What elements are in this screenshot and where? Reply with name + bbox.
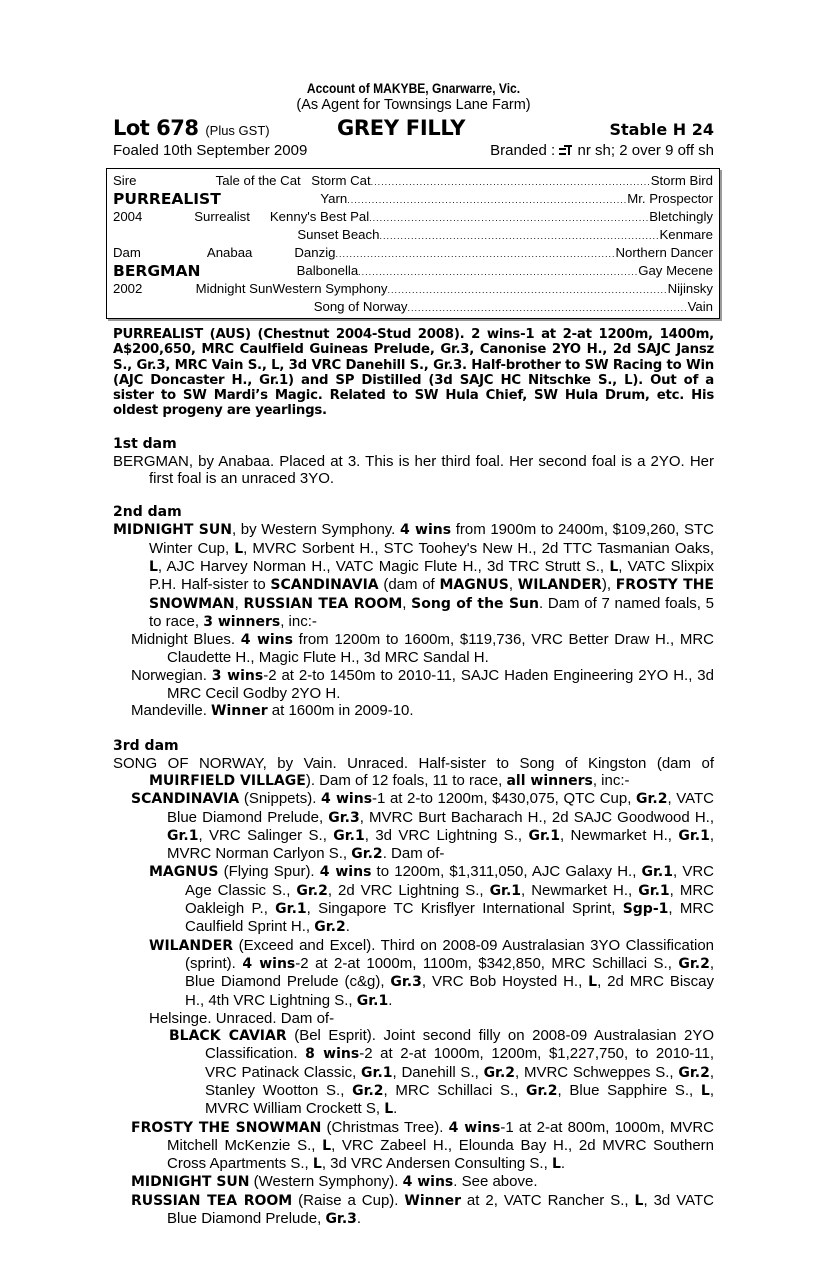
dam-name: BERGMAN <box>113 262 201 280</box>
empty-cell <box>221 190 321 208</box>
lot-number <box>113 116 270 140</box>
dam-year: 2002 <box>113 281 143 296</box>
gen3-sire: Bletchingly <box>649 209 713 224</box>
leader-dots: ................................................................................ <box>335 249 616 259</box>
sire-dam: Surrealist <box>194 209 250 224</box>
pedigree-row <box>107 172 719 190</box>
horse-name: MIDNIGHT SUN <box>113 522 232 539</box>
third-dam-text: SONG OF NORWAY, by Vain. Unraced. Half-sister to Song of Kingston (dam of MUIRFIELD VILLAGE). Dam of 12 foals, 11 to race, all winners, inc:- <box>113 754 714 789</box>
dam-sire: Anabaa <box>206 245 253 260</box>
sire-description: PURREALIST (AUS) (Chestnut 2004-Stud 2008). 2 wins-1 at 2-at 1200m, 1400m, A$200,650, MRC Caulfield Guineas Prelude, Gr.3, Canonise 2YO H., 2d SAJC Jansz S., Gr.3, MRC Vain S., L, 3d VRC Danehill S., Gr.3. Half-brother to SW Racing to Win (AJC Doncaster H., Gr.1) and SP Distilled (3d SAJC HC Nitschke S., L). Out of a sister to SW Mardi’s Magic. Related to SW Hula Chief, SW Hula Drum, etc. His oldest progeny are yearlings. <box>113 327 714 419</box>
stable-location: Stable H 24 <box>609 120 714 139</box>
gen3-horse: Yarn <box>320 191 348 206</box>
gen3-entry <box>294 244 719 262</box>
third-dam-heading: 3rd dam <box>113 737 179 754</box>
gen3-sire: Gay Mecene <box>638 263 713 278</box>
pedigree-table <box>106 168 720 319</box>
pedigree-row <box>107 280 719 298</box>
gen3-sire: Vain <box>687 299 713 314</box>
foaled-date: Foaled 10th September 2009 <box>113 142 308 159</box>
pedigree-row <box>107 298 719 316</box>
sire-name: PURREALIST <box>113 190 221 208</box>
gen3-entry <box>314 298 719 316</box>
gen3-entry <box>311 172 719 190</box>
second-dam-heading: 2nd dam <box>113 504 182 521</box>
gen3-entry <box>297 226 719 244</box>
gen3-sire: Storm Bird <box>650 173 713 188</box>
branded-info <box>490 142 714 159</box>
empty-cell <box>208 226 297 244</box>
brand-mark-icon <box>559 144 573 156</box>
pedigree-row <box>107 226 719 244</box>
empty-cell <box>217 298 314 316</box>
foaled-row <box>113 142 714 162</box>
dam-dam: Midnight Sun <box>195 281 273 296</box>
leader-dots: ................................................................................ <box>407 303 688 313</box>
sire-year: 2004 <box>113 209 143 224</box>
vendor-line: Account of MAKYBE, Gnarwarre, Vic. <box>306 80 521 96</box>
leader-dots: ................................................................................ <box>358 267 639 277</box>
pedigree-row <box>107 190 719 208</box>
progeny-entry-scandinavia: SCANDINAVIA (Snippets). 4 wins-1 at 2-to 1200m, $430,075, QTC Cup, Gr.2, VATC Blue Diamond Prelude, Gr.3, MVRC Burt Bacharach H., 2d SAJC Goodwood H., Gr.1, VRC Salinger S., Gr.1, 3d VRC Lightning S., Gr.1, Newmarket H., Gr.1, MVRC Norman Carlyon S., Gr.2. Dam of- <box>131 790 714 863</box>
progeny-entry-frosty: FROSTY THE SNOWMAN (Christmas Tree). 4 wins-1 at 2-at 800m, 1000m, MVRC Mitchell McKenzie S., L, VRC Zabeel H., Elounda Bay H., 2d MVRC Southern Cross Apartments S., L, 3d VRC Andersen Consulting S., L. <box>131 1118 715 1173</box>
catalogue-page <box>113 80 714 1228</box>
gen3-entry <box>320 190 719 208</box>
gen3-horse: Danzig <box>294 245 336 260</box>
gen3-horse: Western Symphony <box>272 281 388 296</box>
gen3-horse: Song of Norway <box>313 299 408 314</box>
progeny-entry-magnus: MAGNUS (Flying Spur). 4 wins to 1200m, $1,311,050, AJC Galaxy H., Gr.1, VRC Age Classic S., Gr.2, 2d VRC Lightning S., Gr.1, Newmarket H., Gr.1, MRC Oakleigh P., Gr.1, Singapore TC Krisflyer International Sprint, Sgp-1, MRC Caulfield Sprint H., Gr.2. <box>149 863 714 936</box>
gen3-entry <box>273 280 719 298</box>
leader-dots: ................................................................................ <box>369 213 650 223</box>
gen3-entry <box>270 208 719 226</box>
agent-line: (As Agent for Townsings Lane Farm) <box>296 97 531 113</box>
gen3-entry <box>297 262 719 280</box>
gen3-horse: Storm Cat <box>311 173 371 188</box>
first-dam-heading: 1st dam <box>113 435 177 452</box>
leader-dots: ................................................................................ <box>387 285 668 295</box>
colour-sex: GREY FILLY <box>337 116 466 140</box>
lot-gst-note: (Plus GST) <box>205 123 270 138</box>
branded-text: nr sh; 2 over 9 off sh <box>577 142 714 159</box>
sire-label: Sire <box>113 173 137 188</box>
progeny-entry: Midnight Blues. 4 wins from 1200m to 1600m, $119,736, VRC Better Draw H., MRC Claudette H., Magic Flute H., 3d MRC Sandal H. <box>131 631 715 667</box>
leader-dots: ................................................................................ <box>370 177 651 187</box>
lot-label: Lot 678 <box>113 116 199 140</box>
progeny-entry-helsinge: Helsinge. Unraced. Dam of- <box>149 1009 335 1027</box>
pedigree-row <box>107 244 719 262</box>
gen3-horse: Kenny's Best Pal <box>269 209 370 224</box>
leader-dots: ................................................................................ <box>347 195 628 205</box>
empty-cell <box>107 298 217 316</box>
sire-sire: Tale of the Cat <box>215 173 301 188</box>
progeny-entry-wilander: WILANDER (Exceed and Excel). Third on 2008-09 Australasian 3YO Classification (sprint). 4 wins-2 at 2-at 1000m, 1100m, $342,850, MRC Schillaci S., Gr.2, Blue Diamond Prelude (c&g), Gr.3, VRC Bob Hoysted H., L, 2d MRC Biscay H., 4th VRC Lightning S., Gr.1. <box>149 936 714 1009</box>
progeny-entry-black-caviar: BLACK CAVIAR (Bel Esprit). Joint second filly on 2008-09 Australasian 2YO Classification. 8 wins-2 at 2-at 1000m, 1200m, $1,227,750, to 2010-11, VRC Patinack Classic, Gr.1, Danehill S., Gr.2, MVRC Schweppes S., Gr.2, Stanley Wootton S., Gr.2, MRC Schillaci S., Gr.2, Blue Sapphire S., L, MVRC William Crockett S, L. <box>169 1027 714 1118</box>
branded-label: Branded : <box>490 142 556 159</box>
dam-label: Dam <box>113 245 141 260</box>
pedigree-row <box>107 208 719 226</box>
gen3-sire: Mr. Prospector <box>627 191 713 206</box>
progeny-entry-midnight-sun: MIDNIGHT SUN (Western Symphony). 4 wins. See above. <box>131 1173 538 1191</box>
pedigree-row <box>107 262 719 280</box>
progeny-entry: Norwegian. 3 wins-2 at 2-to 1450m to 2010-11, SAJC Haden Engineering 2YO H., 3d MRC Cecil Godby 2YO H. <box>131 666 714 703</box>
progeny-entry-russian-tea-room: RUSSIAN TEA ROOM (Raise a Cup). Winner at 2, VATC Rancher S., L, 3d VATC Blue Diamond Prelude, Gr.3. <box>131 1191 714 1228</box>
leader-dots: ................................................................................ <box>379 231 660 241</box>
empty-cell <box>208 262 297 280</box>
second-dam-text: MIDNIGHT SUN, by Western Symphony. 4 wins from 1900m to 2400m, $109,260, STC Winter Cup, L, MVRC Sorbent H., STC Toohey's New H., 2d TTC Tasmanian Oaks, L, AJC Harvey Norman H., VATC Magic Flute H., 3d TRC Strutt S., L, VATC Slixpix P.H. Half-sister to SCANDINAVIA (dam of MAGNUS, WILANDER), FROSTY THE SNOWMAN, RUSSIAN TEA ROOM, Song of the Sun. Dam of 7 named foals, 5 to race, 3 winners, inc:- <box>113 521 714 630</box>
gen3-horse: Sunset Beach <box>297 227 380 242</box>
progeny-entry: Mandeville. Winner at 1600m in 2009-10. <box>131 702 414 720</box>
lot-row <box>113 116 714 142</box>
gen3-sire: Kenmare <box>659 227 713 242</box>
gen3-horse: Balbonella <box>296 263 359 278</box>
gen3-sire: Northern Dancer <box>615 245 713 260</box>
first-dam-text: BERGMAN, by Anabaa. Placed at 3. This is her third foal. Her second foal is a 2YO. Her first foal is an unraced 3YO. <box>113 452 714 488</box>
gen3-sire: Nijinsky <box>667 281 713 296</box>
empty-cell <box>107 226 208 244</box>
